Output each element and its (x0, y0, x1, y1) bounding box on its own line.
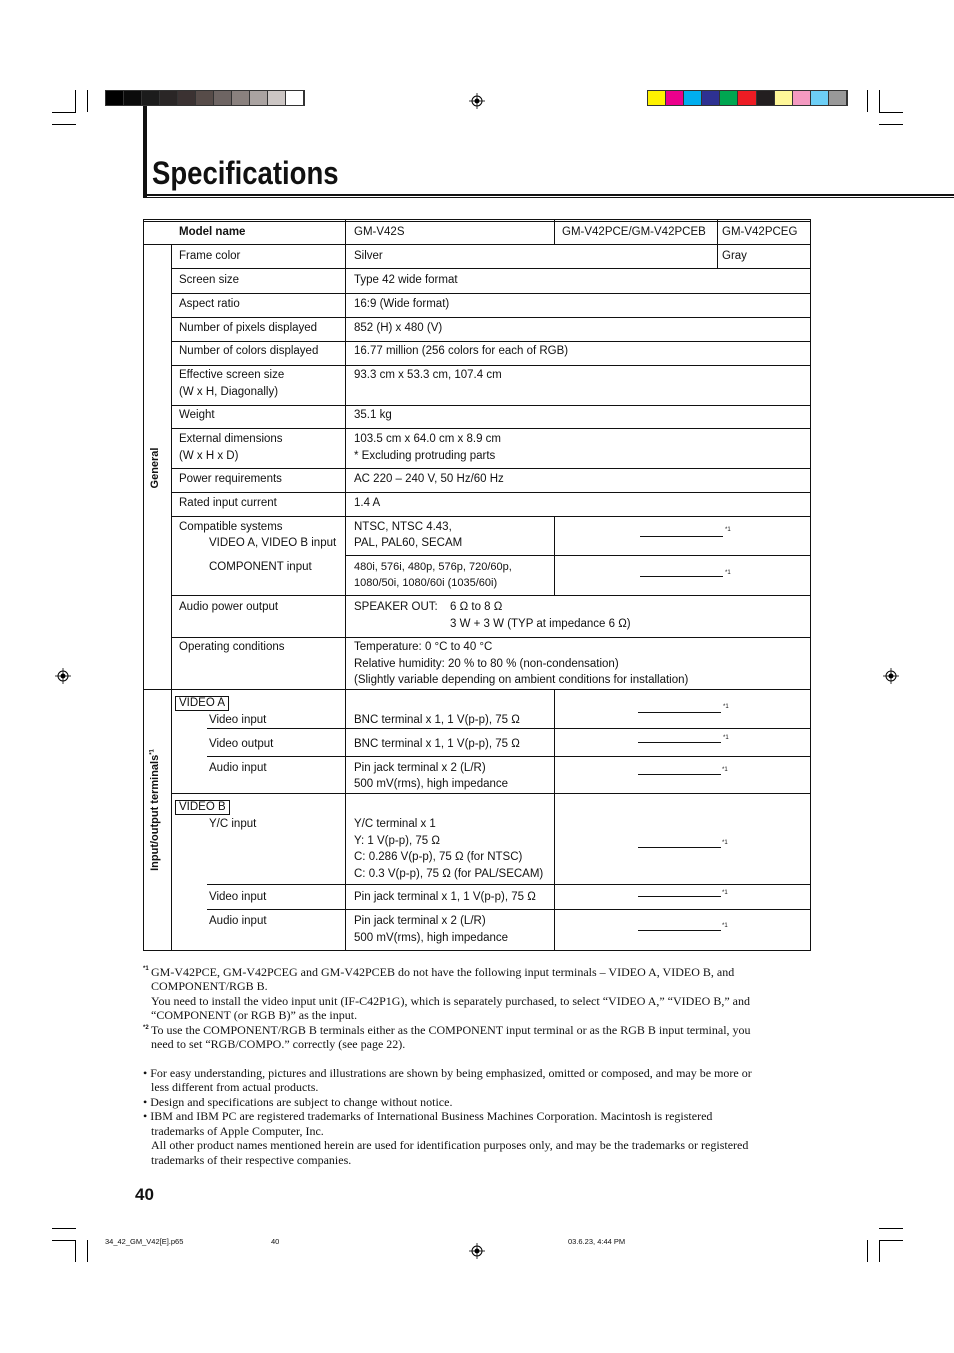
footnote-text: To use the COMPONENT/RGB B terminals either as the COMPONENT input terminal or as the RGB B input terminal, you (151, 1023, 751, 1037)
blank-cell-line (640, 536, 723, 537)
video-a-label: VIDEO A (175, 696, 229, 711)
footnote-text: GM-V42PCE, GM-V42PCEG and GM-V42PCEB do not have the following input terminals – VIDEO A, VIDEO B, and (151, 965, 735, 979)
section-label-io: Input/output terminals$^{*1}$ (149, 749, 161, 871)
spec-value: Pin jack terminal x 2 (L/R) (354, 915, 486, 927)
color-swatch (666, 91, 684, 105)
spec-value: SPEAKER OUT: (354, 601, 438, 613)
footnote-mark: *2 (143, 1025, 149, 1031)
spec-label: Screen size (179, 274, 240, 286)
video-b-label: VIDEO B (175, 800, 230, 815)
grayscale-swatch-bar (105, 90, 305, 106)
crop-mark (52, 112, 76, 113)
color-swatch (684, 91, 702, 105)
color-swatch-bar (647, 90, 848, 106)
spec-value: 480i, 576i, 480p, 576p, 720/60p, (354, 561, 512, 573)
bullet-note: • For easy understanding, pictures and illustrations are shown by being emphasized, omitted or composed, and may be more or (143, 1066, 752, 1080)
color-swatch (160, 91, 178, 105)
spec-label: Audio power output (179, 601, 279, 613)
bullet-note: trademarks of their respective companies. (151, 1153, 352, 1167)
title-rule (143, 194, 954, 196)
spec-value: * Excluding protruding parts (354, 450, 496, 462)
model-name-label: Model name (179, 226, 246, 238)
footer-date: 03.6.23, 4:44 PM (568, 1237, 626, 1246)
footnote-ref: *1 (725, 527, 731, 533)
spec-value: C: 0.3 V(p-p), 75 Ω (for PAL/SECAM) (354, 868, 544, 880)
spec-label: Weight (179, 409, 215, 421)
spec-value: Relative humidity: 20 % to 80 % (non-condensation) (354, 658, 619, 670)
registration-mark-icon (469, 1243, 485, 1259)
footnote-ref: *1 (723, 735, 729, 741)
color-swatch (196, 91, 214, 105)
spec-label: Compatible systems (179, 521, 283, 533)
spec-label: (W x H, Diagonally) (179, 386, 279, 398)
crop-mark (52, 1228, 76, 1229)
blank-cell-line (640, 576, 723, 577)
spec-value: Gray (722, 250, 747, 262)
footnote-ref: *1 (722, 767, 728, 773)
spec-value: 16:9 (Wide format) (354, 298, 450, 310)
table-top-rule (143, 221, 811, 222)
spec-value: BNC terminal x 1, 1 V(p-p), 75 Ω (354, 738, 520, 750)
page-number: 40 (135, 1185, 154, 1204)
registration-mark-icon (469, 93, 485, 109)
footnote-text: COMPONENT/RGB B. (151, 979, 268, 993)
spec-sublabel: Video input (209, 891, 267, 903)
crop-mark (75, 90, 76, 112)
color-swatch (124, 91, 142, 105)
spec-value: Y: 1 V(p-p), 75 Ω (354, 835, 440, 847)
spec-value: NTSC, NTSC 4.43, (354, 521, 452, 533)
color-swatch (286, 91, 304, 105)
color-swatch (775, 91, 793, 105)
footnote-ref: *1 (149, 749, 156, 755)
spec-sublabel: COMPONENT input (209, 561, 312, 573)
spec-sublabel: Y/C input (209, 818, 257, 830)
spec-label: Power requirements (179, 473, 282, 485)
color-swatch (793, 91, 811, 105)
spec-value: Temperature: 0 °C to 40 °C (354, 641, 493, 653)
bullet-note: All other product names mentioned herein are used for identification purposes only, and may be the trademarks or registered (151, 1138, 749, 1152)
spec-value: 93.3 cm x 53.3 cm, 107.4 cm (354, 369, 502, 381)
spec-value: (Slightly variable depending on ambient conditions for installation) (354, 674, 689, 686)
color-swatch (214, 91, 232, 105)
spec-value: 6 Ω to 8 Ω (450, 601, 503, 613)
crop-mark (867, 90, 868, 112)
crop-mark (879, 1240, 880, 1262)
spec-sublabel: VIDEO A, VIDEO B input (209, 537, 337, 549)
registration-mark-icon (55, 668, 71, 684)
bullet-note: less different from actual products. (151, 1080, 319, 1094)
bullet-note: • IBM and IBM PC are registered trademarks of International Business Machines Corporation. Macintosh is registered (143, 1109, 713, 1123)
footnote-text: You need to install the video input unit (IF-C42P1G), which is separately purchased, to select “VIDEO A,” “VIDEO B,” and (151, 994, 750, 1008)
spec-label: Effective screen size (179, 369, 285, 381)
spec-value: 3 W + 3 W (TYP at impedance 6 Ω) (450, 618, 631, 630)
footnote-ref: *1 (723, 704, 729, 710)
spec-value: Type 42 wide format (354, 274, 458, 286)
footnote-ref: *1 (725, 570, 731, 576)
crop-mark (52, 1240, 76, 1241)
footnote-mark: *1 (143, 966, 149, 972)
spec-value: BNC terminal x 1, 1 V(p-p), 75 Ω (354, 714, 520, 726)
spec-label: Aspect ratio (179, 298, 240, 310)
footnote-ref: *1 (722, 890, 728, 896)
spec-label: Number of colors displayed (179, 345, 319, 357)
spec-value: Silver (354, 250, 383, 262)
color-swatch (106, 91, 124, 105)
color-swatch (829, 91, 847, 105)
title-rule (147, 197, 954, 198)
footnote-ref: *1 (722, 840, 728, 846)
blank-cell-line (638, 847, 721, 848)
color-swatch (268, 91, 286, 105)
spec-sublabel: Video output (209, 738, 274, 750)
spec-value: 500 mV(rms), high impedance (354, 778, 509, 790)
spec-value: 35.1 kg (354, 409, 392, 421)
color-swatch (142, 91, 160, 105)
spec-value: PAL, PAL60, SECAM (354, 537, 463, 549)
spec-sublabel: Video input (209, 714, 267, 726)
color-swatch (232, 91, 250, 105)
crop-mark (879, 1240, 903, 1241)
crop-mark (87, 90, 88, 112)
model-gm-v42pce: GM-V42PCE/GM-V42PCEB (562, 226, 706, 238)
spec-value: Y/C terminal x 1 (354, 818, 436, 830)
color-swatch (250, 91, 268, 105)
spec-sublabel: Audio input (209, 762, 267, 774)
color-swatch (178, 91, 196, 105)
spec-value: 852 (H) x 480 (V) (354, 322, 443, 334)
section-label-general: General (149, 447, 161, 489)
color-swatch (738, 91, 756, 105)
color-swatch (648, 91, 666, 105)
blank-cell-line (638, 896, 721, 897)
bullet-note: • Design and specifications are subject to change without notice. (143, 1095, 453, 1109)
spec-value: Pin jack terminal x 2 (L/R) (354, 762, 486, 774)
spec-label: (W x H x D) (179, 450, 239, 462)
model-gm-v42s: GM-V42S (354, 226, 405, 238)
crop-mark (75, 1240, 76, 1262)
footer-filename: 34_42_GM_V42[E].p65 (105, 1237, 184, 1246)
spec-value: 1080/50i, 1080/60i (1035/60i) (354, 577, 498, 589)
color-swatch (720, 91, 738, 105)
crop-mark (879, 1228, 903, 1229)
page-title: Specifications (152, 155, 339, 191)
footnote-text: “COMPONENT (or RGB B)” as the input. (151, 1008, 358, 1022)
registration-mark-icon (883, 668, 899, 684)
spec-label: Number of pixels displayed (179, 322, 318, 334)
crop-mark (87, 1240, 88, 1262)
spec-sublabel: Audio input (209, 915, 267, 927)
spec-value: C: 0.286 V(p-p), 75 Ω (for NTSC) (354, 851, 523, 863)
crop-mark (879, 90, 880, 112)
footer-page: 40 (271, 1237, 280, 1246)
footnote-text: need to set “RGB/COMPO.” correctly (see page 22). (151, 1037, 406, 1051)
spec-label: External dimensions (179, 433, 283, 445)
crop-mark (867, 1240, 868, 1262)
model-gm-v42pceg: GM-V42PCEG (722, 226, 798, 238)
spec-value: 16.77 million (256 colors for each of RGB) (354, 345, 569, 357)
color-swatch (702, 91, 720, 105)
spec-value: AC 220 – 240 V, 50 Hz/60 Hz (354, 473, 504, 485)
spec-value: 1.4 A (354, 497, 381, 509)
blank-cell-line (638, 930, 721, 931)
blank-cell-line (638, 742, 721, 743)
footnote-ref: *1 (722, 923, 728, 929)
color-swatch (757, 91, 775, 105)
spec-value: 103.5 cm x 64.0 cm x 8.9 cm (354, 433, 502, 445)
spec-label: Rated input current (179, 497, 277, 509)
title-accent-bar (143, 106, 147, 198)
spec-label: Operating conditions (179, 641, 285, 653)
color-swatch (811, 91, 829, 105)
crop-mark (52, 124, 76, 125)
crop-mark (879, 112, 903, 113)
spec-label: Frame color (179, 250, 241, 262)
blank-cell-line (638, 774, 721, 775)
blank-cell-line (638, 712, 721, 713)
spec-value: 500 mV(rms), high impedance (354, 932, 509, 944)
spec-value: Pin jack terminal x 1, 1 V(p-p), 75 Ω (354, 891, 536, 903)
bullet-note: trademarks of Apple Computer, Inc. (151, 1124, 324, 1138)
crop-mark (879, 124, 903, 125)
